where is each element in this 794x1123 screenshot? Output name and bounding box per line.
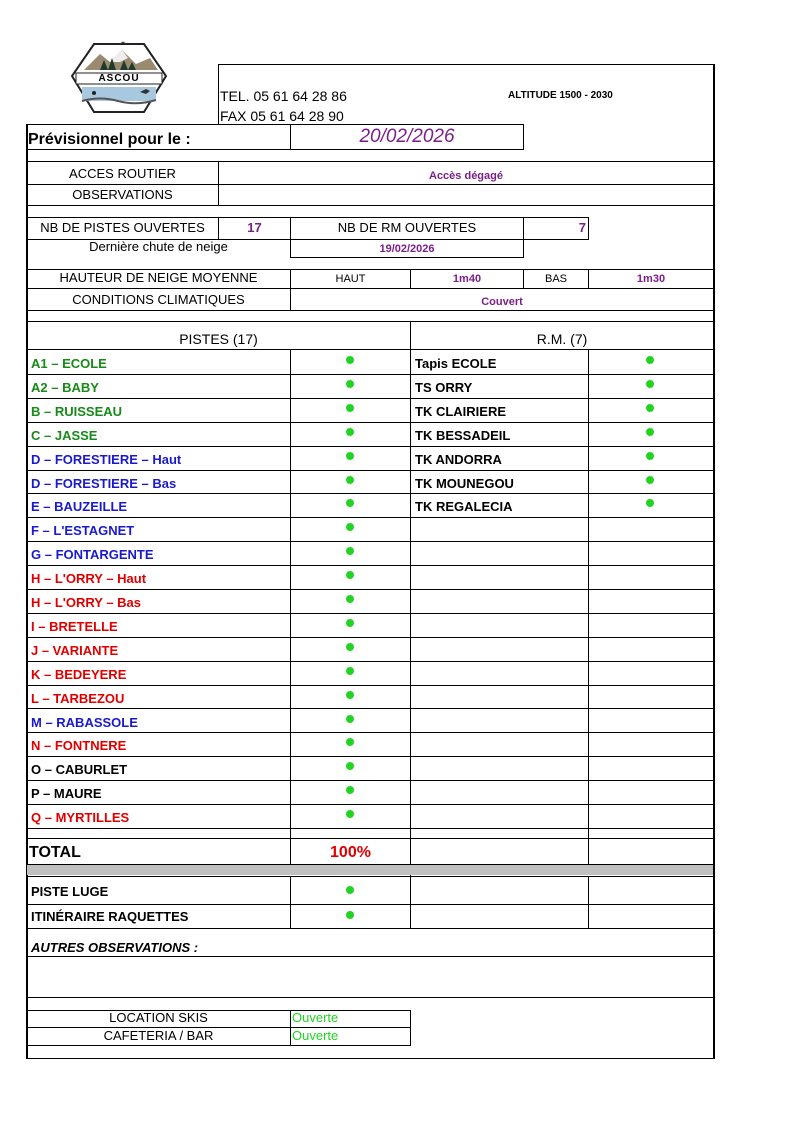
status-dot <box>646 476 654 484</box>
snowfall-date: 19/02/2026 <box>379 243 435 255</box>
status-dot <box>346 619 354 627</box>
service-status: Ouverte <box>292 1028 339 1043</box>
row-divider <box>26 541 715 542</box>
row-divider <box>26 493 715 494</box>
row-divider <box>26 637 715 638</box>
snow-haut-value: 1m40 <box>452 273 482 285</box>
row-divider <box>26 517 715 518</box>
status-dot <box>646 499 654 507</box>
lift-name: TK REGALECIA <box>415 499 513 515</box>
snow-bas-value: 1m30 <box>636 273 666 285</box>
status-dot <box>346 476 354 484</box>
piste-name: F – L'ESTAGNET <box>31 523 135 539</box>
row-divider <box>26 804 715 805</box>
status-dot <box>346 667 354 675</box>
status-dot <box>646 356 654 364</box>
row-divider <box>26 470 715 471</box>
access-label: ACCES ROUTIER <box>69 166 176 181</box>
piste-name: H – L'ORRY – Bas <box>31 595 142 610</box>
logo-text: ASCOU <box>98 73 140 84</box>
row-divider <box>26 661 715 662</box>
column-divider <box>290 349 291 838</box>
row-divider <box>26 828 715 829</box>
piste-name: O – CABURLET <box>31 762 128 778</box>
snow-haut-label: HAUT <box>335 273 366 285</box>
extra-name: ITINÉRAIRE RAQUETTES <box>31 909 189 924</box>
status-dot <box>346 404 354 412</box>
piste-name: L – TARBEZOU <box>31 690 125 706</box>
piste-name: J – VARIANTE <box>31 642 119 658</box>
separator-bar <box>27 865 713 875</box>
forecast-label: Prévisionnel pour le : <box>28 131 191 148</box>
piste-name: K – BEDEYERE <box>31 666 127 682</box>
status-dot <box>346 691 354 699</box>
status-dot <box>346 886 354 894</box>
piste-name: C – JASSE <box>31 427 98 443</box>
piste-name: I – BRETELLE <box>31 618 118 634</box>
status-dot <box>346 428 354 436</box>
total-value: 100% <box>330 844 371 861</box>
status-dot <box>346 523 354 531</box>
observations-label: OBSERVATIONS <box>72 187 173 202</box>
snow-bas-label: BAS <box>544 273 567 285</box>
status-dot <box>646 404 654 412</box>
lift-name: TK MOUNEGOU <box>415 475 514 491</box>
status-dot <box>646 428 654 436</box>
status-dot <box>346 452 354 460</box>
rm-header: R.M. (7) <box>536 331 588 347</box>
piste-name: N – FONTNERE <box>31 738 127 754</box>
row-divider <box>26 838 715 839</box>
status-dot <box>346 911 354 919</box>
lift-name: TK BESSADEIL <box>415 427 511 443</box>
row-divider <box>26 756 715 757</box>
status-dot <box>346 499 354 507</box>
column-divider <box>588 838 589 864</box>
piste-name: Q – MYRTILLES <box>31 810 130 826</box>
service-status: Ouverte <box>292 1010 339 1025</box>
piste-name: P – MAURE <box>31 786 102 802</box>
piste-name: A2 – BABY <box>31 379 99 395</box>
row-divider <box>26 374 715 375</box>
status-dot <box>346 380 354 388</box>
lift-name: TK ANDORRA <box>415 451 502 467</box>
snow-depth-label: HAUTEUR DE NEIGE MOYENNE <box>59 270 258 285</box>
weather-label: CONDITIONS CLIMATIQUES <box>72 292 245 307</box>
column-divider <box>588 349 589 838</box>
piste-name: E – BAUZEILLE <box>31 499 128 515</box>
total-label: TOTAL <box>29 844 81 861</box>
row-divider <box>26 422 715 423</box>
fax-number: FAX 05 61 64 28 90 <box>220 108 344 124</box>
row-divider <box>26 708 715 709</box>
piste-name: A1 – ECOLE <box>31 356 107 371</box>
rm-open-label: NB DE RM OUVERTES <box>337 220 477 235</box>
status-dot <box>346 643 354 651</box>
phone-number: TEL. 05 61 64 28 86 <box>220 88 347 104</box>
row-divider <box>26 780 715 781</box>
piste-name: M – RABASSOLE <box>31 714 138 730</box>
lift-name: TS ORRY <box>415 379 473 395</box>
altitude: ALTITUDE 1500 - 2030 <box>508 90 613 101</box>
status-dot <box>646 452 654 460</box>
weather-value: Couvert <box>481 296 523 308</box>
pistes-header: PISTES (17) <box>179 331 258 347</box>
row-divider <box>26 565 715 566</box>
status-dot <box>646 380 654 388</box>
status-dot <box>346 738 354 746</box>
lift-name: Tapis ECOLE <box>415 356 497 371</box>
pistes-open-label: NB DE PISTES OUVERTES <box>40 220 205 235</box>
row-divider <box>26 398 715 399</box>
status-dot <box>346 547 354 555</box>
row-divider <box>26 685 715 686</box>
status-dot <box>346 356 354 364</box>
access-value: Accès dégagé <box>429 170 503 182</box>
piste-name: D – FORESTIERE – Bas <box>31 475 177 491</box>
row-divider <box>26 613 715 614</box>
piste-name: H – L'ORRY – Haut <box>31 571 147 587</box>
rm-open-count: 7 <box>578 220 586 235</box>
status-dot <box>346 786 354 794</box>
row-divider <box>26 446 715 447</box>
status-dot <box>346 595 354 603</box>
status-dot <box>346 762 354 770</box>
row-divider <box>26 732 715 733</box>
piste-name: D – FORESTIERE – Haut <box>31 451 182 467</box>
forecast-date: 20/02/2026 <box>359 126 455 147</box>
extra-name: PISTE LUGE <box>31 884 109 899</box>
lift-name: TK CLAIRIERE <box>415 403 506 419</box>
row-divider <box>26 589 715 590</box>
pistes-open-count: 17 <box>247 220 262 235</box>
status-dot <box>346 810 354 818</box>
status-dot <box>346 715 354 723</box>
piste-name: B – RUISSEAU <box>31 403 123 419</box>
service-name: LOCATION SKIS <box>109 1010 208 1025</box>
service-name: CAFETERIA / BAR <box>103 1028 214 1043</box>
other-observations-label: AUTRES OBSERVATIONS : <box>31 940 199 955</box>
snowfall-label: Dernière chute de neige <box>89 239 228 254</box>
piste-name: G – FONTARGENTE <box>31 547 154 563</box>
status-dot <box>346 571 354 579</box>
